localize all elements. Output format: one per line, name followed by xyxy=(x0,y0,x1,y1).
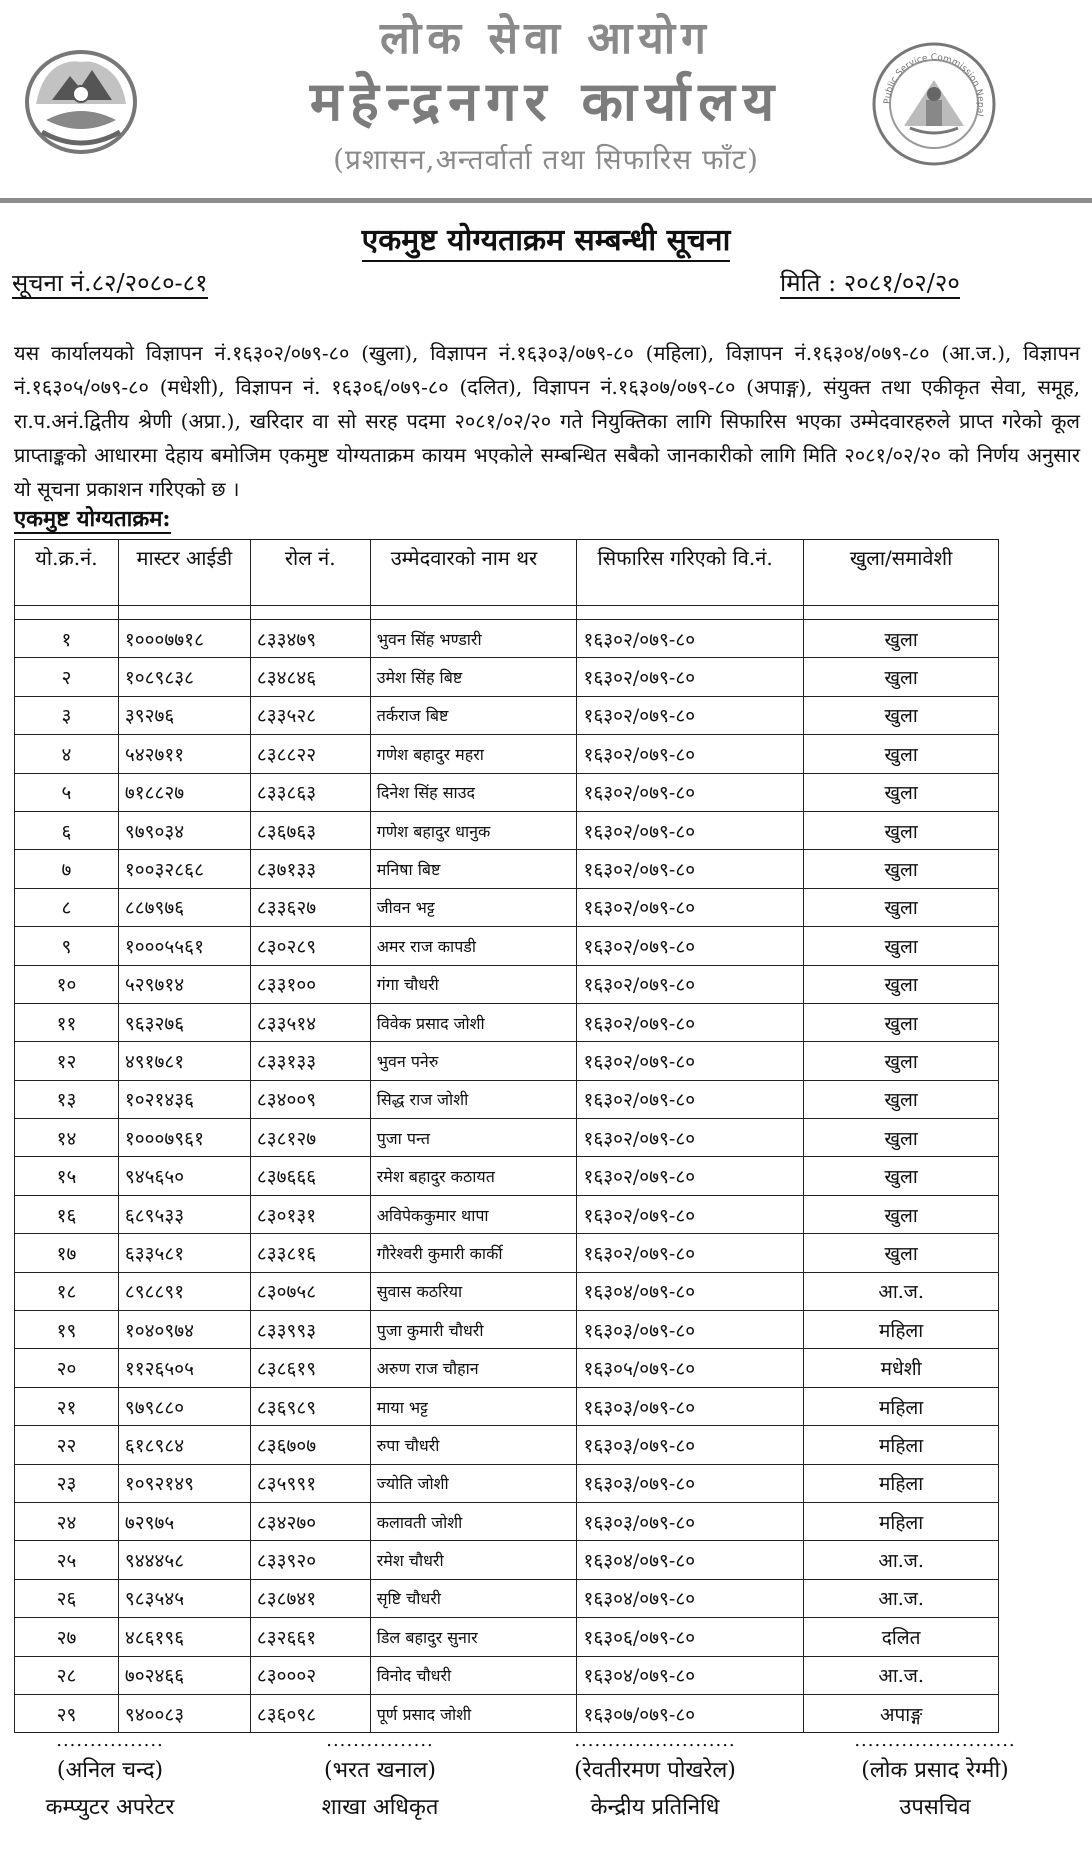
cell-candidate-name: कलावती जोशी xyxy=(370,1502,577,1540)
cell-master-id: ९७९०३४ xyxy=(118,811,250,849)
cell-master-id: ५४२७११ xyxy=(118,735,250,773)
cell-roll-no: ८३४२७० xyxy=(250,1502,370,1540)
table-body xyxy=(15,606,999,1733)
cell-category: दलित xyxy=(804,1618,999,1656)
signature-line: ................ xyxy=(326,1730,434,1751)
merit-list-table xyxy=(14,539,999,1733)
cell-master-id: ८९८८९१ xyxy=(118,1272,250,1310)
cell-advert-no: १६३०३/०७९-८० xyxy=(577,1387,804,1425)
cell-roll-no: ८३३९९३ xyxy=(250,1311,370,1349)
cell-master-id: ६३३५८१ xyxy=(118,1234,250,1272)
cell-roll-no: ८३३४७९ xyxy=(250,620,370,658)
cell-candidate-name: गौरेश्वरी कुमारी कार्की xyxy=(370,1234,577,1272)
cell-serial: २ xyxy=(15,658,119,696)
commission-name: लोक सेवा आयोग xyxy=(380,13,712,64)
table-row xyxy=(15,620,999,658)
table-row xyxy=(15,1579,999,1617)
cell-roll-no: ८३३१०० xyxy=(250,965,370,1003)
cell-advert-no: १६३०३/०७९-८० xyxy=(577,1311,804,1349)
cell-master-id: १०००७७१८ xyxy=(118,620,250,658)
cell-serial: २० xyxy=(15,1349,119,1387)
cell-advert-no: १६३०३/०७९-८० xyxy=(577,1464,804,1502)
table-header-row xyxy=(15,540,999,606)
cell-category: खुला xyxy=(804,850,999,888)
table-row xyxy=(15,1119,999,1157)
cell-candidate-name: तर्कराज बिष्ट xyxy=(370,696,577,734)
cell-master-id: ३९२७६ xyxy=(118,696,250,734)
cell-master-id: ९८३५४५ xyxy=(118,1579,250,1617)
cell-category: खुला xyxy=(804,1157,999,1195)
cell-roll-no: ८३२६६१ xyxy=(250,1618,370,1656)
cell-category: आ.ज. xyxy=(804,1272,999,1310)
table-row xyxy=(15,927,999,965)
table-row xyxy=(15,1618,999,1656)
cell-candidate-name: पुजा पन्त xyxy=(370,1119,577,1157)
cell-master-id: ४९१७८१ xyxy=(118,1042,250,1080)
signatory-designation: कम्प्युटर अपरेटर xyxy=(45,1795,175,1820)
cell-advert-no: १६३०२/०७९-८० xyxy=(577,1119,804,1157)
header-divider xyxy=(0,198,1092,203)
signature-line: ................ xyxy=(56,1730,164,1751)
table-row xyxy=(15,1349,999,1387)
col-header-master-id: मास्टर आईडी xyxy=(118,540,250,606)
cell-roll-no: ८३०००२ xyxy=(250,1656,370,1694)
cell-category: खुला xyxy=(804,1003,999,1041)
cell-roll-no: ८३३८६३ xyxy=(250,773,370,811)
cell-serial: २७ xyxy=(15,1618,119,1656)
table-row xyxy=(15,658,999,696)
cell-advert-no: १६३०२/०७९-८० xyxy=(577,1042,804,1080)
cell-master-id: ९४००८३ xyxy=(118,1694,250,1732)
cell-advert-no: १६३०३/०७९-८० xyxy=(577,1426,804,1464)
cell-category: खुला xyxy=(804,1042,999,1080)
table-row xyxy=(15,1426,999,1464)
cell-master-id: १०००७९६१ xyxy=(118,1119,250,1157)
cell-candidate-name: उमेश सिंह बिष्ट xyxy=(370,658,577,696)
cell-roll-no: ८३०७५८ xyxy=(250,1272,370,1310)
letterhead xyxy=(0,0,1092,200)
cell-category: महिला xyxy=(804,1311,999,1349)
spacer-cell xyxy=(370,606,577,620)
signature-line: ........................ xyxy=(854,1730,1016,1751)
table-row xyxy=(15,1003,999,1041)
cell-serial: ३ xyxy=(15,696,119,734)
table-row xyxy=(15,850,999,888)
notice-body: यस कार्यालयको विज्ञापन नं.१६३०२/०७९-८० (खुला), विज्ञापन नं.१६३०३/०७९-८० (महिला), विज्ञापन नं.१६३०४/०७९-८० (आ.ज.), विज्ञापन नं.१६३०५/०७९-८० (मधेशी), विज्ञापन नं. १६३०६/०७९-८० (दलित), विज्ञापन नं.१६३०७/०७९-८० (अपाङ्ग), संयुक्त तथा एकीकृत सेवा, समूह, रा.प.अनं.द्वितीय श्रेणी (अप्रा.), खरिदार वा सो सरह पदमा २०८१/०२/२० गते नियुक्तिका लागि सिफारिस भएका उम्मेदवारहरुले प्राप्त गरेको कूल प्राप्ताङ्कको आधारमा देहाय बमोजिम एकमुष्ट योग्यताक्रम कायम भएकोले सम्बन्धित सबैको जानकारीको लागि मिति २०८१/०२/२० को निर्णय अनुसार यो सूचना प्रकाशन गरिएको छ । xyxy=(14,341,1080,501)
col-header-serial: यो.क्र.नं. xyxy=(15,540,119,606)
cell-serial: १३ xyxy=(15,1080,119,1118)
cell-candidate-name: विनोद चौधरी xyxy=(370,1656,577,1694)
signatory-designation: केन्द्रीय प्रतिनिधि xyxy=(590,1795,720,1820)
table-row xyxy=(15,1502,999,1540)
cell-master-id: ८८७९७६ xyxy=(118,888,250,926)
cell-advert-no: १६३०४/०७९-८० xyxy=(577,1656,804,1694)
spacer-cell xyxy=(118,606,250,620)
cell-candidate-name: दिनेश सिंह साउद xyxy=(370,773,577,811)
cell-roll-no: ८३०२८९ xyxy=(250,927,370,965)
col-header-candidate-name: उम्मेदवारको नाम थर xyxy=(370,540,577,606)
cell-candidate-name: डिल बहादुर सुनार xyxy=(370,1618,577,1656)
table-row xyxy=(15,1234,999,1272)
cell-advert-no: १६३०२/०७९-८० xyxy=(577,1003,804,1041)
cell-candidate-name: गणेश बहादुर महरा xyxy=(370,735,577,773)
signatory-name: (लोक प्रसाद रेग्मी) xyxy=(861,1758,1009,1783)
cell-category: खुला xyxy=(804,888,999,926)
cell-advert-no: १६३०२/०७९-८० xyxy=(577,1195,804,1233)
cell-category: खुला xyxy=(804,927,999,965)
cell-candidate-name: भुवन सिंह भण्डारी xyxy=(370,620,577,658)
cell-candidate-name: रमेश बहादुर कठायत xyxy=(370,1157,577,1195)
col-header-category: खुला/समावेशी xyxy=(804,540,999,606)
cell-master-id: १०४०९७४ xyxy=(118,1311,250,1349)
cell-roll-no: ८३३५१४ xyxy=(250,1003,370,1041)
cell-roll-no: ८३३८१६ xyxy=(250,1234,370,1272)
cell-serial: २४ xyxy=(15,1502,119,1540)
cell-advert-no: १६३०२/०७९-८० xyxy=(577,927,804,965)
cell-master-id: १०२१४३६ xyxy=(118,1080,250,1118)
cell-advert-no: १६३०२/०७९-८० xyxy=(577,658,804,696)
cell-roll-no: ८३६०९८ xyxy=(250,1694,370,1732)
cell-advert-no: १६३०२/०७९-८० xyxy=(577,1080,804,1118)
cell-roll-no: ८३०१३१ xyxy=(250,1195,370,1233)
cell-advert-no: १६३०५/०७९-८० xyxy=(577,1349,804,1387)
signature-under-secretary xyxy=(820,1730,1050,1826)
cell-master-id: ७२९७५ xyxy=(118,1502,250,1540)
table-row xyxy=(15,1311,999,1349)
cell-master-id: ९६३२७६ xyxy=(118,1003,250,1041)
cell-roll-no: ८३३१३३ xyxy=(250,1042,370,1080)
cell-serial: ६ xyxy=(15,811,119,849)
cell-candidate-name: सृष्टि चौधरी xyxy=(370,1579,577,1617)
notice-number: सूचना नं.८२/२०८०-८१ xyxy=(12,269,208,297)
cell-serial: २२ xyxy=(15,1426,119,1464)
cell-advert-no: १६३०२/०७९-८० xyxy=(577,1234,804,1272)
cell-category: खुला xyxy=(804,773,999,811)
cell-roll-no: ८३८७४१ xyxy=(250,1579,370,1617)
cell-master-id: ९४५६५० xyxy=(118,1157,250,1195)
spacer-cell xyxy=(15,606,119,620)
cell-roll-no: ८३३९२० xyxy=(250,1541,370,1579)
cell-category: खुला xyxy=(804,1234,999,1272)
cell-serial: १ xyxy=(15,620,119,658)
cell-roll-no: ८३४००९ xyxy=(250,1080,370,1118)
notice-title: एकमुष्ट योग्यताक्रम सम्बन्धी सूचना xyxy=(0,218,1092,259)
cell-serial: २३ xyxy=(15,1464,119,1502)
cell-advert-no: १६३०२/०७९-८० xyxy=(577,696,804,734)
cell-roll-no: ८३८८२२ xyxy=(250,735,370,773)
signature-central-representative xyxy=(540,1730,770,1826)
cell-serial: ५ xyxy=(15,773,119,811)
table-spacer-row xyxy=(15,606,999,620)
signatory-designation: शाखा अधिकृत xyxy=(321,1795,439,1820)
cell-master-id: ७०२४६६ xyxy=(118,1656,250,1694)
notice-date: मिति : २०८१/०२/२० xyxy=(780,269,960,297)
cell-serial: १२ xyxy=(15,1042,119,1080)
cell-candidate-name: सिद्ध राज जोशी xyxy=(370,1080,577,1118)
cell-roll-no: ८३७६६६ xyxy=(250,1157,370,1195)
table-row xyxy=(15,1272,999,1310)
cell-serial: ४ xyxy=(15,735,119,773)
cell-advert-no: १६३०२/०७९-८० xyxy=(577,965,804,1003)
cell-advert-no: १६३०४/०७९-८० xyxy=(577,1579,804,1617)
cell-category: खुला xyxy=(804,1119,999,1157)
table-row xyxy=(15,1080,999,1118)
cell-serial: ८ xyxy=(15,888,119,926)
table-row xyxy=(15,965,999,1003)
table-row xyxy=(15,1195,999,1233)
cell-serial: १७ xyxy=(15,1234,119,1272)
cell-advert-no: १६३०२/०७९-८० xyxy=(577,620,804,658)
table-row xyxy=(15,1157,999,1195)
section-name: (प्रशासन,अन्तर्वार्ता तथा सिफारिस फाँट) xyxy=(333,143,759,176)
cell-category: महिला xyxy=(804,1464,999,1502)
cell-advert-no: १६३०२/०७९-८० xyxy=(577,1157,804,1195)
cell-category: मधेशी xyxy=(804,1349,999,1387)
cell-category: अपाङ्ग xyxy=(804,1694,999,1732)
cell-advert-no: १६३०३/०७९-८० xyxy=(577,1502,804,1540)
cell-category: खुला xyxy=(804,1195,999,1233)
cell-candidate-name: सुवास कठरिया xyxy=(370,1272,577,1310)
cell-category: आ.ज. xyxy=(804,1579,999,1617)
cell-advert-no: १६३०६/०७९-८० xyxy=(577,1618,804,1656)
cell-category: आ.ज. xyxy=(804,1541,999,1579)
signature-computer-operator xyxy=(10,1730,210,1826)
spacer-cell xyxy=(250,606,370,620)
cell-roll-no: ८३५९९१ xyxy=(250,1464,370,1502)
cell-category: खुला xyxy=(804,658,999,696)
cell-serial: २९ xyxy=(15,1694,119,1732)
cell-master-id: ९४४४५८ xyxy=(118,1541,250,1579)
table-row xyxy=(15,1656,999,1694)
signatory-name: (अनिल चन्द) xyxy=(56,1758,164,1783)
cell-roll-no: ८३७१३३ xyxy=(250,850,370,888)
cell-advert-no: १६३०२/०७९-८० xyxy=(577,850,804,888)
cell-candidate-name: माया भट्ट xyxy=(370,1387,577,1425)
signatory-name: (रेवतीरमण पोखरेल) xyxy=(574,1758,736,1783)
cell-master-id: ७१८८२७ xyxy=(118,773,250,811)
cell-master-id: ५२९७१४ xyxy=(118,965,250,1003)
cell-candidate-name: ज्योति जोशी xyxy=(370,1464,577,1502)
cell-candidate-name: अमर राज कापडी xyxy=(370,927,577,965)
table-row xyxy=(15,773,999,811)
cell-serial: २६ xyxy=(15,1579,119,1617)
table-caption: एकमुष्ट योग्यताक्रम: xyxy=(14,506,171,532)
cell-roll-no: ८३३६२७ xyxy=(250,888,370,926)
cell-category: महिला xyxy=(804,1502,999,1540)
cell-master-id: १०८९८३८ xyxy=(118,658,250,696)
office-name: महेन्द्रनगर कार्यालय xyxy=(309,69,783,133)
col-header-advert-no: सिफारिस गरिएको वि.नं. xyxy=(577,540,804,606)
cell-candidate-name: भुवन पनेरु xyxy=(370,1042,577,1080)
cell-candidate-name: गंगा चौधरी xyxy=(370,965,577,1003)
cell-candidate-name: पूर्ण प्रसाद जोशी xyxy=(370,1694,577,1732)
table-row xyxy=(15,811,999,849)
cell-candidate-name: अविपेककुमार थापा xyxy=(370,1195,577,1233)
cell-serial: १९ xyxy=(15,1311,119,1349)
cell-category: खुला xyxy=(804,620,999,658)
cell-advert-no: १६३०४/०७९-८० xyxy=(577,1272,804,1310)
cell-candidate-name: मनिषा बिष्ट xyxy=(370,850,577,888)
cell-master-id: १०००५५६१ xyxy=(118,927,250,965)
cell-serial: १४ xyxy=(15,1119,119,1157)
cell-advert-no: १६३०२/०७९-८० xyxy=(577,888,804,926)
table-row xyxy=(15,1541,999,1579)
cell-roll-no: ८३८१२७ xyxy=(250,1119,370,1157)
cell-category: खुला xyxy=(804,811,999,849)
cell-master-id: ६१८९८४ xyxy=(118,1426,250,1464)
cell-category: खुला xyxy=(804,696,999,734)
table-row xyxy=(15,1694,999,1732)
cell-category: महिला xyxy=(804,1426,999,1464)
cell-candidate-name: रमेश चौधरी xyxy=(370,1541,577,1579)
cell-master-id: १००३२८६८ xyxy=(118,850,250,888)
cell-candidate-name: जीवन भट्ट xyxy=(370,888,577,926)
psc-logo-icon xyxy=(870,40,998,168)
cell-roll-no: ८३४८४६ xyxy=(250,658,370,696)
cell-serial: ७ xyxy=(15,850,119,888)
cell-advert-no: १६३०४/०७९-८० xyxy=(577,1541,804,1579)
cell-serial: २८ xyxy=(15,1656,119,1694)
table-row xyxy=(15,696,999,734)
cell-serial: १० xyxy=(15,965,119,1003)
cell-category: आ.ज. xyxy=(804,1656,999,1694)
cell-roll-no: ८३६७६३ xyxy=(250,811,370,849)
spacer-cell xyxy=(804,606,999,620)
cell-category: खुला xyxy=(804,965,999,1003)
cell-master-id: ४८६१९६ xyxy=(118,1618,250,1656)
cell-category: महिला xyxy=(804,1387,999,1425)
cell-candidate-name: पुजा कुमारी चौधरी xyxy=(370,1311,577,1349)
signature-line: ........................ xyxy=(574,1730,736,1751)
cell-roll-no: ८३६९८९ xyxy=(250,1387,370,1425)
cell-master-id: १०९२१४९ xyxy=(118,1464,250,1502)
cell-master-id: ६८९५३३ xyxy=(118,1195,250,1233)
signatory-designation: उपसचिव xyxy=(899,1795,971,1820)
cell-candidate-name: गणेश बहादुर धानुक xyxy=(370,811,577,849)
cell-candidate-name: विवेक प्रसाद जोशी xyxy=(370,1003,577,1041)
cell-serial: १५ xyxy=(15,1157,119,1195)
cell-master-id: ११२६५०५ xyxy=(118,1349,250,1387)
col-header-roll-no: रोल नं. xyxy=(250,540,370,606)
cell-candidate-name: अरुण राज चौहान xyxy=(370,1349,577,1387)
cell-category: खुला xyxy=(804,735,999,773)
signature-section-officer xyxy=(280,1730,480,1826)
cell-advert-no: १६३०२/०७९-८० xyxy=(577,773,804,811)
table-row xyxy=(15,1387,999,1425)
table-row xyxy=(15,1464,999,1502)
psc-logo-ring-text: Public Service Commission Nepal xyxy=(882,52,986,118)
table-row xyxy=(15,1042,999,1080)
cell-roll-no: ८३३५२८ xyxy=(250,696,370,734)
signatory-name: (भरत खनाल) xyxy=(324,1758,436,1783)
cell-category: खुला xyxy=(804,1080,999,1118)
spacer-cell xyxy=(577,606,804,620)
cell-master-id: ९७९८८० xyxy=(118,1387,250,1425)
cell-advert-no: १६३०७/०७९-८० xyxy=(577,1694,804,1732)
cell-serial: २५ xyxy=(15,1541,119,1579)
cell-advert-no: १६३०२/०७९-८० xyxy=(577,811,804,849)
cell-serial: ११ xyxy=(15,1003,119,1041)
cell-serial: १८ xyxy=(15,1272,119,1310)
cell-serial: १६ xyxy=(15,1195,119,1233)
cell-advert-no: १६३०२/०७९-८० xyxy=(577,735,804,773)
table-row xyxy=(15,888,999,926)
cell-serial: ९ xyxy=(15,927,119,965)
cell-candidate-name: रुपा चौधरी xyxy=(370,1426,577,1464)
cell-roll-no: ८३६७०७ xyxy=(250,1426,370,1464)
cell-serial: २१ xyxy=(15,1387,119,1425)
table-row xyxy=(15,735,999,773)
cell-roll-no: ८३८६१९ xyxy=(250,1349,370,1387)
